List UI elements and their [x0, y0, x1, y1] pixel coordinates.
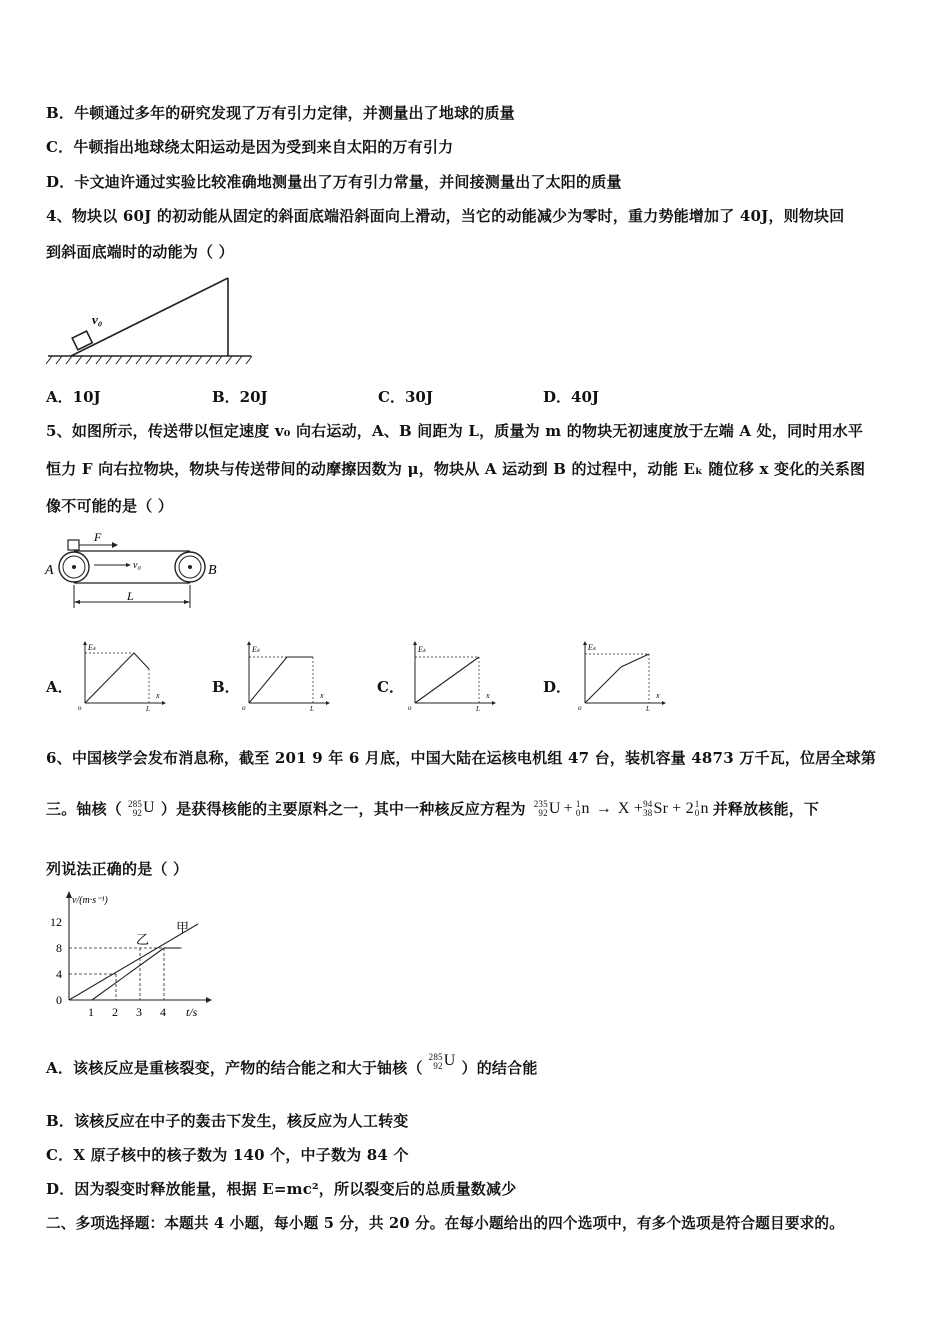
q6-graph-label-yi: 乙: [136, 932, 150, 947]
q5-graph-c-origin: o: [408, 704, 412, 712]
q5-option-a-label: A．: [46, 678, 73, 696]
q5-graph-b: [240, 640, 332, 712]
q4-v0-label: v₀: [92, 312, 103, 327]
q5-graph-c-l: L: [476, 705, 480, 712]
q5-stem-line1: 5、如图所示，传送带以恒定速度 v₀ 向右运动，A、B 间距为 L，质量为 m 的物块无初速度放于左端 A 处，同时用水平: [46, 422, 864, 440]
q6-stem-line3: 列说法正确的是（ ）: [46, 860, 189, 878]
q4-option-a: A．10J: [46, 388, 101, 406]
q6-graph-ylabel: v/(m·s⁻¹): [72, 895, 108, 906]
q5-graph-a-xlabel: x: [156, 691, 160, 700]
q4-stem-line2: 到斜面底端时的动能为（ ）: [46, 243, 234, 261]
q5-point-a: A: [45, 563, 54, 578]
q6-graph-ytick-0: 0: [56, 993, 62, 1007]
q3-option-c: C．牛顿指出地球绕太阳运动是因为受到来自太阳的万有引力: [46, 138, 454, 156]
q5-graph-a: [76, 640, 168, 712]
section-2-heading: 二、多项选择题：本题共 4 小题，每小题 5 分，共 20 分。在每小题给出的四个选项中，有多个选项是符合题目要求的。: [46, 1215, 844, 1232]
q3-option-b: B．牛顿通过多年的研究发现了万有引力定律，并测量出了地球的质量: [46, 104, 515, 122]
q6-option-a-isotope: 285 92 U: [428, 1051, 456, 1071]
q5-stem-line3: 像不可能的是（ ）: [46, 497, 174, 515]
q5-graph-c-ylabel: Eₖ: [418, 645, 427, 654]
q6-vt-graph: [48, 888, 218, 1018]
q6-graph-ytick-4: 4: [56, 967, 62, 981]
q5-point-b: B: [208, 563, 217, 578]
q6-graph-ytick-12: 12: [50, 915, 62, 929]
q5-option-b-label: B．: [212, 678, 240, 696]
q5-graph-a-l: L: [146, 705, 150, 712]
q4-option-c: C．30J: [378, 388, 433, 406]
q5-graph-b-l: L: [310, 705, 314, 712]
q6-graph-ytick-8: 8: [56, 941, 62, 955]
q6-line2-part1: 三。铀核（: [46, 800, 123, 818]
q6-graph-xtick-3: 3: [136, 1005, 142, 1018]
q6-graph-xtick-4: 4: [160, 1005, 166, 1018]
q6-stem-line2: [46, 798, 819, 819]
q5-graph-d-origin: o: [578, 704, 582, 712]
q5-length-label: L: [127, 589, 134, 603]
q6-graph-xtick-2: 2: [112, 1005, 118, 1018]
q6-option-c: C．X 原子核中的核子数为 140 个，中子数为 84 个: [46, 1146, 409, 1164]
q5-graph-d: [576, 640, 668, 712]
q5-velocity-label: v₀: [133, 560, 141, 571]
q6-option-a: [46, 1051, 538, 1078]
q5-graph-a-ylabel: Eₖ: [88, 643, 97, 652]
q6-graph-xlabel: t/s: [186, 1005, 198, 1018]
q6-graph-label-jia: 甲: [176, 920, 190, 935]
q5-stem-line2: 恒力 F 向右拉物块，物块与传送带间的动摩擦因数为 μ，物块从 A 运动到 B 的过程中，动能 Eₖ 随位移 x 变化的关系图: [46, 460, 866, 478]
q3-option-d: D．卡文迪许通过实验比较准确地测量出了万有引力常量，并间接测量出了太阳的质量: [46, 173, 622, 191]
q5-graph-b-ylabel: Eₖ: [252, 645, 261, 654]
q6-graph-xtick-1: 1: [88, 1005, 94, 1018]
q5-conveyor-figure: [44, 528, 234, 612]
q6-option-b: B．该核反应在中子的轰击下发生，核反应为人工转变: [46, 1112, 409, 1130]
q6-option-d: D．因为裂变时释放能量，根据 E=mc²，所以裂变后的总质量数减少: [46, 1180, 517, 1198]
q5-option-c-label: C．: [377, 678, 404, 696]
q6-reaction-equation: 235 92 U + 1 0 n → X + 94 38 Sr + 2 1 0 n: [533, 798, 709, 818]
q5-graph-d-xlabel: x: [656, 691, 660, 700]
q5-graph-d-ylabel: Eₖ: [588, 643, 597, 652]
q6-option-a-part1: A．该核反应是重核裂变，产物的结合能之和大于铀核（: [46, 1059, 423, 1077]
q5-block: [68, 540, 79, 550]
q6-line2-part3: 并释放核能，下: [712, 800, 820, 818]
q4-stem-line1: 4、物块以 60J 的初动能从固定的斜面底端沿斜面向上滑动，当它的动能减少为零时，重力势能增加了 40J，则物块回: [46, 207, 845, 225]
q5-graph-b-xlabel: x: [320, 691, 324, 700]
q5-graph-b-origin: o: [242, 704, 246, 712]
q5-graph-d-l: L: [646, 705, 650, 712]
q5-option-d-label: D．: [543, 678, 572, 696]
q4-option-d: D．40J: [543, 388, 599, 406]
q6-stem-line1: 6、中国核学会发布消息称，截至 201 9 年 6 月底，中国大陆在运核电机组 47 台，装机容量 4873 万千瓦，位居全球第: [46, 749, 877, 767]
q5-force-label: F: [94, 530, 102, 544]
q4-incline-figure: [46, 274, 256, 370]
q6-option-a-part2: ）的结合能: [461, 1059, 538, 1077]
q5-graph-a-origin: o: [78, 704, 82, 712]
q6-line2-part2: ）是获得核能的主要原料之一，其中一种核反应方程为: [160, 800, 526, 818]
q5-graph-c-xlabel: x: [486, 691, 490, 700]
q4-option-b: B．20J: [212, 388, 268, 406]
q6-uranium-isotope: 285 92 U: [128, 798, 155, 818]
q5-graph-c: [406, 640, 498, 712]
